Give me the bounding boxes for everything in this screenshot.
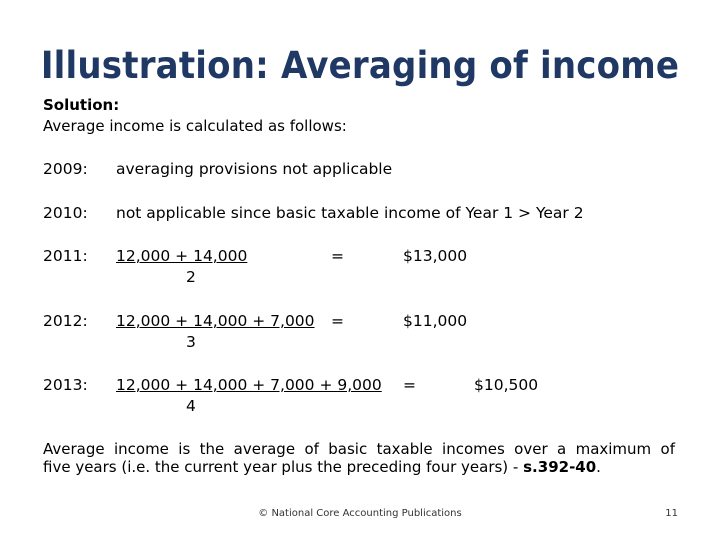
denominator-2011: 2 (186, 268, 196, 286)
year-2010: 2010: (43, 204, 88, 222)
year-2009: 2009: (43, 160, 88, 178)
numerator-2013: 12,000 + 14,000 + 7,000 + 9,000 (116, 376, 382, 394)
year-2012: 2012: (43, 312, 88, 330)
note-line-2-text: five years (i.e. the current year plus the preceding four years) - (43, 458, 524, 476)
equals-2011: = (331, 247, 344, 265)
year-2013: 2013: (43, 376, 88, 394)
section-reference: s.392-40 (523, 458, 597, 476)
fraction-2012 (116, 312, 315, 351)
solution-label: Solution: (43, 96, 120, 114)
result-2011: $13,000 (403, 247, 468, 265)
numerator-2011: 12,000 + 14,000 (116, 247, 248, 265)
numerator-2012: 12,000 + 14,000 + 7,000 (116, 312, 315, 330)
page-number: 11 (665, 508, 678, 519)
year-2011: 2011: (43, 247, 88, 265)
result-2013: $10,500 (474, 376, 539, 394)
result-2012: $11,000 (403, 312, 468, 330)
note-line-2-end: . (596, 458, 601, 476)
denominator-2013: 4 (186, 397, 196, 415)
copyright-footer: © National Core Accounting Publications (258, 508, 462, 519)
equals-2013: = (403, 376, 416, 394)
denominator-2012: 3 (186, 333, 196, 351)
equals-2012: = (331, 312, 344, 330)
slide-title: Illustration: Averaging of income (40, 44, 680, 87)
note-line-2 (43, 458, 601, 476)
row-2009-text: averaging provisions not applicable (116, 160, 393, 178)
note-line-1: Average income is the average of basic taxable incomes over a maximum of (43, 440, 675, 458)
fraction-2013 (116, 376, 382, 415)
fraction-2011 (116, 247, 248, 286)
row-2010-text: not applicable since basic taxable income of Year 1 > Year 2 (116, 204, 584, 222)
solution-text: Average income is calculated as follows: (43, 117, 347, 135)
